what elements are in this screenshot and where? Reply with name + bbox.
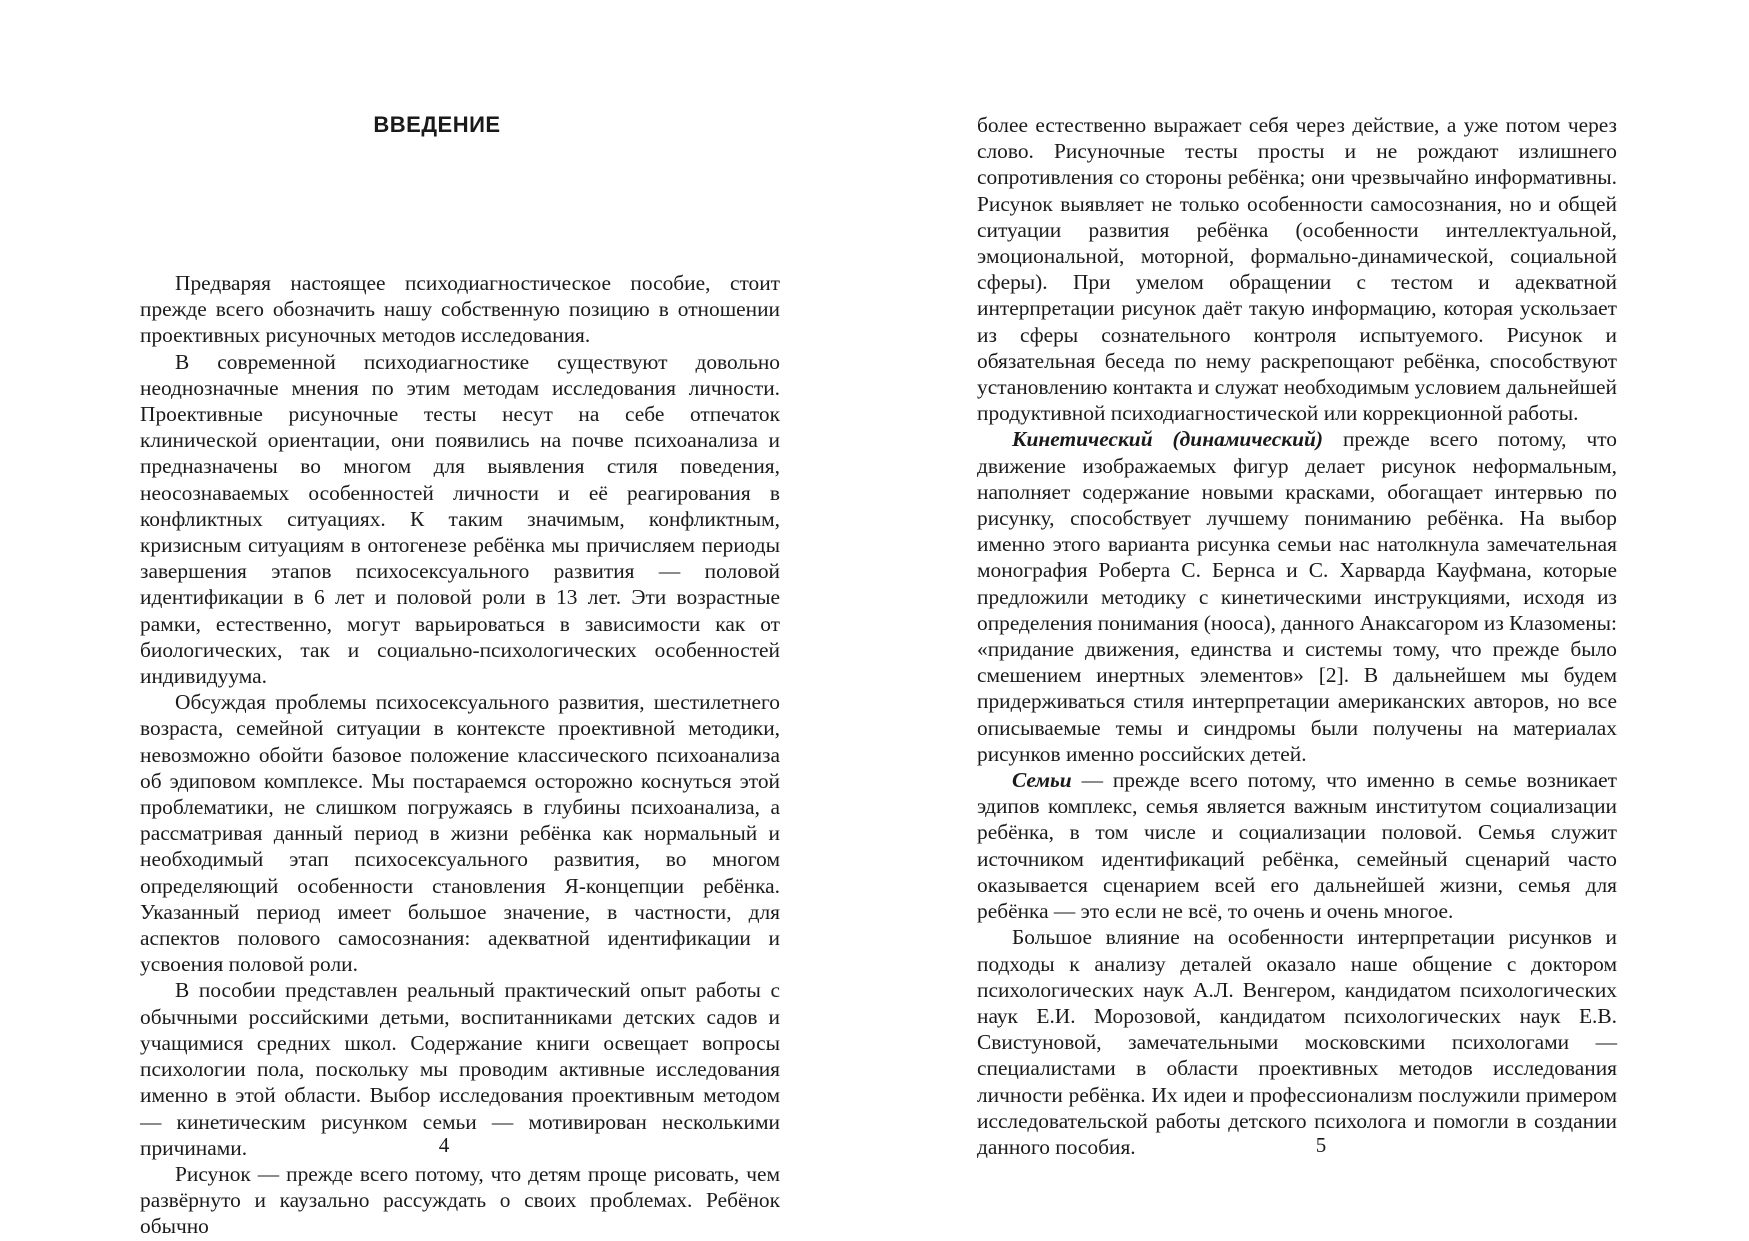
page-number: 5 (1315, 1133, 1327, 1157)
right-page (875, 0, 1749, 1241)
paragraph-influence: Большое влияние на особенности интерпретации рисунков и подходы к анализу деталей оказало наше общение с доктором психологических наук А.Л. Венгером, кандидатом психологических наук Е.И. Морозовой, кандидатом психологических наук Е.В. Свистуновой, замечательными московскими психологами — специалистами в области проективных методов исследования личности ребёнка. Их идеи и профессионализм послужили примером исследовательской работы детского психолога и помогли в создании данного пособия. (977, 925, 1617, 1159)
paragraph-kinetic (977, 426, 1617, 767)
left-page (0, 0, 874, 1241)
paragraph: Рисунок — прежде всего потому, что детям проще рисовать, чем развёрнуто и каузально рассуждать о своих проблемах. Ребёнок обычно (140, 1161, 780, 1239)
right-text-column (977, 112, 1617, 1160)
paragraph-text: — прежде всего потому, что именно в семье возникает эдипов комплекс, семья является важным институтом социализации ребёнка, в том числе и социализации половой. Семья служит источником идентификаций ребёнка, семейный сценарий часто оказывается сценарием всей его дальнейшей жизни, семья для ребёнка — это если не всё, то очень и очень многое. (977, 768, 1617, 924)
term-kinetic: Кинетический (динамический) (1012, 427, 1324, 452)
section-heading: ВВЕДЕНИЕ (373, 112, 501, 137)
paragraph: Предваряя настоящее психодиагностическое пособие, стоит прежде всего обозначить нашу собственную позицию в отношении проективных рисуночных методов исследования. (140, 271, 780, 348)
term-family: Семьи (1012, 768, 1072, 793)
paragraph-family (977, 767, 1617, 924)
left-text-column (140, 270, 780, 1240)
page-number: 4 (438, 1133, 450, 1157)
paragraph: Обсуждая проблемы психосексуального развития, шестилетнего возраста, семейной ситуации в контексте проективной методики, невозможно обойти базовое положение классического психоанализа об эдиповом комплексе. Мы постараемся осторожно коснуться этой проблематики, не слишком погружаясь в глубины психоанализа, а рассматривая данный период в жизни ребёнка как нормальный и необходимый этап психосексуального развития, во многом определяющий особенности становления Я-концепции ребёнка. Указанный период имеет большое значение, в частности, для аспектов полового самосознания: адекватной идентификации и усвоения половой роли. (140, 690, 780, 977)
paragraph: В современной психодиагностике существуют довольно неоднозначные мнения по этим методам исследования личности. Проективные рисуночные тесты несут на себе отпечаток клинической ориентации, они появились на почве психоанализа и предназначены во многом для выявления стиля поведения, неосознаваемых особенностей личности и её реагирования в конфликтных ситуациях. К таким значимым, конфликтным, кризисным ситуациям в онтогенезе ребёнка мы причисляем периоды завершения этапов психосексуального развития — половой идентификации в 6 лет и половой роли в 13 лет. Эти возрастные рамки, естественно, могут варьироваться в зависимости как от биологических, так и социально-психологических особенностей индивидуума. (140, 349, 780, 689)
paragraph-continuation: более естественно выражает себя через действие, а уже потом через слово. Рисуночные тесты просты и не рождают излишнего сопротивления со стороны ребёнка; они чрезвычайно информативны. Рисунок выявляет не только особенности самосознания, но и общей ситуации развития ребёнка (особенности интеллектуальной, эмоциональной, моторной, формально-динамической, социальной сферы). При умелом обращении с тестом и адекватной интерпретации рисунок даёт такую информацию, которая ускользает из сферы сознательного контроля испытуемого. Рисунок и обязательная беседа по нему раскрепощают ребёнка, способствуют установлению контакта и служат необходимым условием дальнейшей продуктивной психодиагностической или коррекционной работы. (977, 113, 1617, 426)
paragraph: В пособии представлен реальный практический опыт работы с обычными российскими детьми, воспитанниками детских садов и учащимися средних школ. Содержание книги освещает вопросы психологии пола, поскольку мы проводим активные исследования именно в этой области. Выбор исследования проективным методом — кинетическим рисунком семьи — мотивирован несколькими причинами. (140, 978, 780, 1160)
paragraph-text: прежде всего потому, что движение изображаемых фигур делает рисунок неформальным, наполняет содержание новыми красками, обогащает интервью по рисунку, способствует лучшему пониманию ребёнка. На выбор именно этого варианта рисунка семьи нас натолкнула замечательная монография Роберта С. Бернса и С. Харварда Кауфмана, которые предложили методику с кинетическими инструкциями, исходя из определения понимания (нооса), данного Анаксагором из Клазомены: «придание движения, единства и системы тому, что прежде было смешением инертных элементов» [2]. В дальнейшем мы будем придерживаться стиля интерпретации американских авторов, но все описываемые темы и синдромы были получены на материалах рисунков именно российских детей. (977, 427, 1618, 766)
